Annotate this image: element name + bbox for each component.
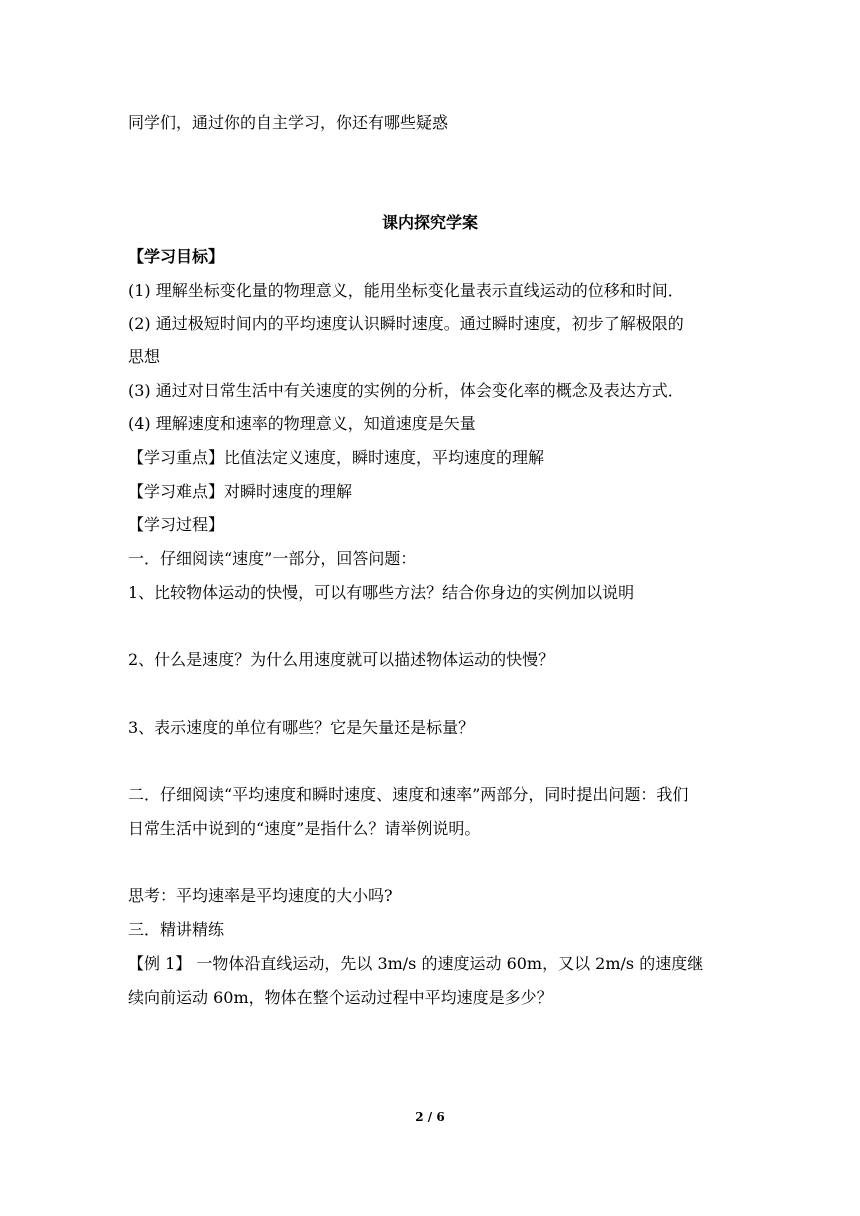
difficulties: 【学习难点】对瞬时速度的理解 xyxy=(128,482,353,501)
page-number: 2 / 6 xyxy=(415,1110,445,1124)
think-question: 思考：平均速率是平均速度的大小吗? xyxy=(128,886,393,905)
example-1-line-2: 续向前运动 60m，物体在整个运动过程中平均速度是多少？ xyxy=(128,988,553,1007)
objectives-heading: 【学习目标】 xyxy=(128,247,225,266)
objective-item-2-continued: 思想 xyxy=(128,347,161,366)
part3-title: 三．精讲精练 xyxy=(128,920,225,939)
intro-question: 同学们，通过你的自主学习，你还有哪些疑惑 xyxy=(128,113,449,132)
process-heading: 【学习过程】 xyxy=(128,515,225,534)
example-1-line-1: 【例 1】 一物体沿直线运动，先以 3m/s 的速度运动 60m，又以 2m/s 的速度继 xyxy=(128,954,704,973)
part1-question-2: 2、什么是速度？为什么用速度就可以描述物体运动的快慢？ xyxy=(128,650,555,669)
objective-item-2: (2) 通过极短时间内的平均速度认识瞬时速度。通过瞬时速度，初步了解极限的 xyxy=(128,314,684,333)
part2-line-2: 日常生活中说到的“速度”是指什么？请举例说明。 xyxy=(128,819,481,838)
part2-line-1: 二．仔细阅读“平均速度和瞬时速度、速度和速率”两部分，同时提出问题：我们 xyxy=(128,785,689,804)
section-title: 课内探究学案 xyxy=(381,213,478,232)
objective-item-1: (1) 理解坐标变化量的物理意义，能用坐标变化量表示直线运动的位移和时间． xyxy=(128,281,684,300)
key-points: 【学习重点】比值法定义速度，瞬时速度，平均速度的理解 xyxy=(128,448,545,467)
objective-item-4: (4) 理解速度和速率的物理意义，知道速度是矢量 xyxy=(128,414,476,433)
objective-item-3: (3) 通过对日常生活中有关速度的实例的分析，体会变化率的概念及表达方式． xyxy=(128,381,684,400)
part1-title: 一．仔细阅读“速度”一部分，回答问题： xyxy=(128,549,417,568)
part1-question-1: 1、比较物体运动的快慢，可以有哪些方法？结合你身边的实例加以说明 xyxy=(128,583,635,602)
part1-question-3: 3、表示速度的单位有哪些？它是矢量还是标量？ xyxy=(128,718,475,737)
